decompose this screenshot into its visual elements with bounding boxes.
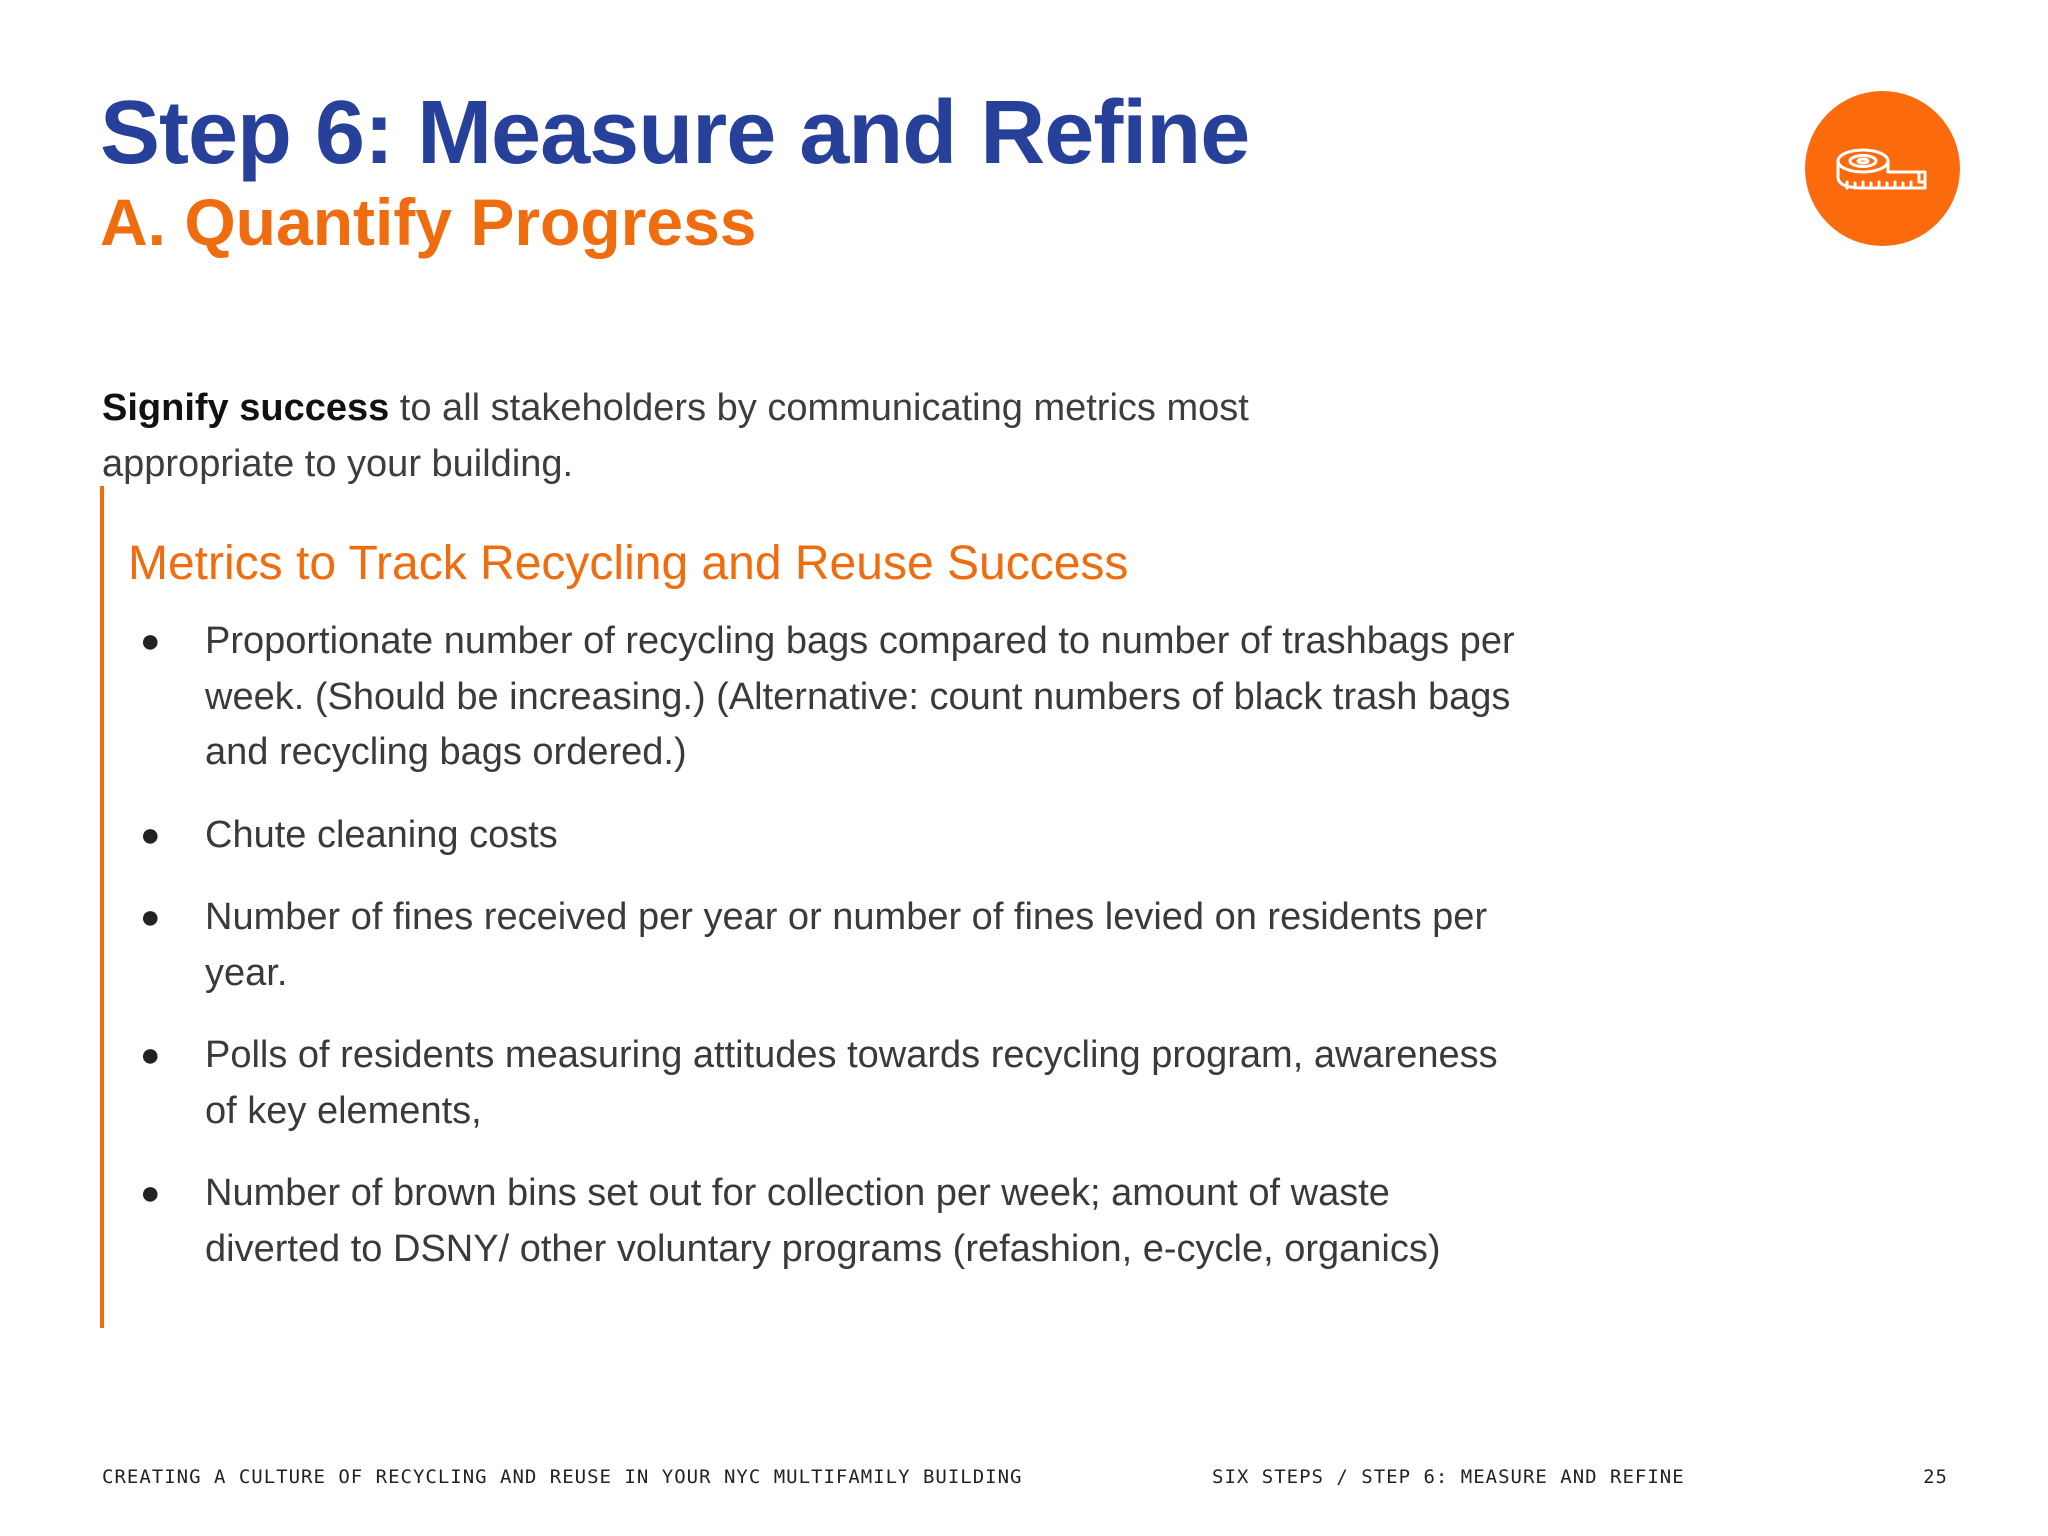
page-title: Step 6: Measure and Refine bbox=[100, 83, 1250, 183]
intro-text: to all stakeholders by communicating metrics most appropriate to your building. bbox=[102, 387, 1249, 485]
list-item bbox=[104, 614, 1524, 781]
list-item bbox=[104, 808, 1524, 864]
footer-section-breadcrumb: SIX STEPS / STEP 6: MEASURE AND REFINE bbox=[1212, 1466, 1685, 1488]
list-item bbox=[104, 1028, 1524, 1139]
footer-document-title: CREATING A CULTURE OF RECYCLING AND REUSE IN YOUR NYC MULTIFAMILY BUILDING bbox=[102, 1466, 1023, 1488]
list-item bbox=[104, 1166, 1524, 1277]
bullet-icon: ● bbox=[140, 815, 161, 854]
page-number: 25 bbox=[1923, 1466, 1948, 1488]
intro-paragraph bbox=[102, 380, 1402, 492]
metrics-list bbox=[104, 614, 1524, 1304]
list-item-text: Chute cleaning costs bbox=[205, 813, 558, 856]
bullet-icon: ● bbox=[140, 1174, 161, 1212]
section-subtitle: A. Quantify Progress bbox=[100, 185, 757, 259]
list-item-text: Polls of residents measuring attitudes towards recycling program, awareness of key elements, bbox=[205, 1034, 1498, 1132]
list-item-text: Proportionate number of recycling bags compared to number of trashbags per week. (Should be increasing.) (Alternative: count numbers of black trash bags and recycling bags ordered.) bbox=[205, 620, 1515, 773]
bullet-icon: ● bbox=[140, 622, 161, 660]
intro-emphasis: Signify success bbox=[102, 387, 390, 429]
bullet-icon: ● bbox=[140, 1036, 161, 1074]
list-item-text: Number of fines received per year or number of fines levied on residents per year. bbox=[205, 896, 1488, 994]
metrics-heading: Metrics to Track Recycling and Reuse Success bbox=[128, 537, 1129, 590]
list-item bbox=[104, 890, 1524, 1001]
list-item-text: Number of brown bins set out for collection per week; amount of waste diverted to DSNY/ other voluntary programs (refashion, e-cycle, organics) bbox=[205, 1172, 1441, 1270]
measuring-tape-icon bbox=[1833, 144, 1933, 194]
step-badge bbox=[1805, 91, 1960, 246]
bullet-icon: ● bbox=[140, 898, 161, 936]
metrics-callout bbox=[100, 486, 1524, 1328]
